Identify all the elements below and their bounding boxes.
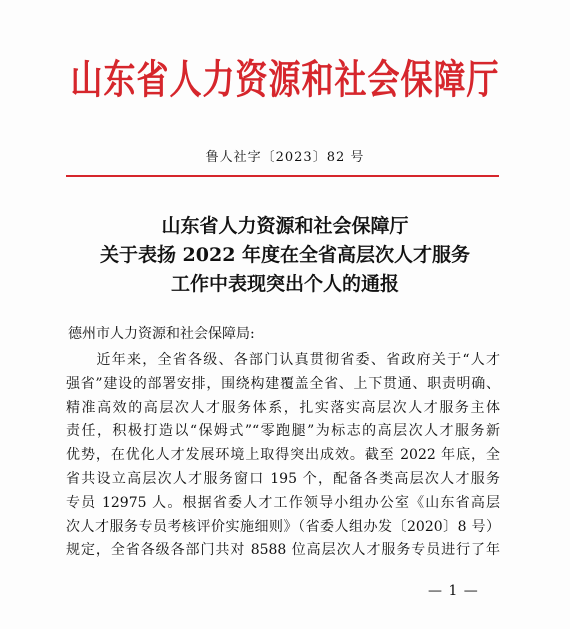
issuer-header: 山东省人力资源和社会保障厅 <box>70 55 500 103</box>
document-number: 鲁人社字〔2023〕82 号 <box>205 150 365 165</box>
body-paragraph <box>66 349 500 563</box>
red-divider-line <box>66 175 499 177</box>
notice-title-line-3: 工作中表现突出个人的通报 <box>170 273 399 295</box>
notice-title <box>0 212 570 299</box>
body-line: 专员 12975 人。根据省委人才工作领导小组办公室《山东省高层 <box>66 494 500 511</box>
body-line: 次人才服务专员考核评价实施细则》（省委人组办发〔2020〕8 号） <box>66 518 500 535</box>
notice-title-line-2: 关于表扬 2022 年度在全省高层次人才服务 <box>99 244 471 266</box>
body-line: 责任，积极打造以“保姆式”“零跑腿”为标志的高层次人才服务新 <box>66 423 500 440</box>
body-line: 省共设立高层次人才服务窗口 195 个，配备各类高层次人才服务 <box>66 470 500 487</box>
body-line: 优势，在优化人才发展环境上取得突出成效。截至 2022 年底，全 <box>66 447 500 464</box>
body-line: 规定，全省各级各部门共对 8588 位高层次人才服务专员进行了年 <box>66 542 500 559</box>
addressee: 德州市人力资源和社会保障局: <box>68 326 255 342</box>
body-line: 近年来，全省各级、各部门认真贯彻省委、省政府关于“人才 <box>66 352 500 368</box>
notice-title-line-1: 山东省人力资源和社会保障厅 <box>161 215 409 237</box>
page-number: — 1 — <box>428 583 479 599</box>
body-line: 强省”建设的部署安排，围绕构建覆盖全省、上下贯通、职责明确、 <box>66 375 500 392</box>
body-line: 精准高效的高层次人才服务体系，扎实落实高层次人才服务主体 <box>66 399 500 416</box>
